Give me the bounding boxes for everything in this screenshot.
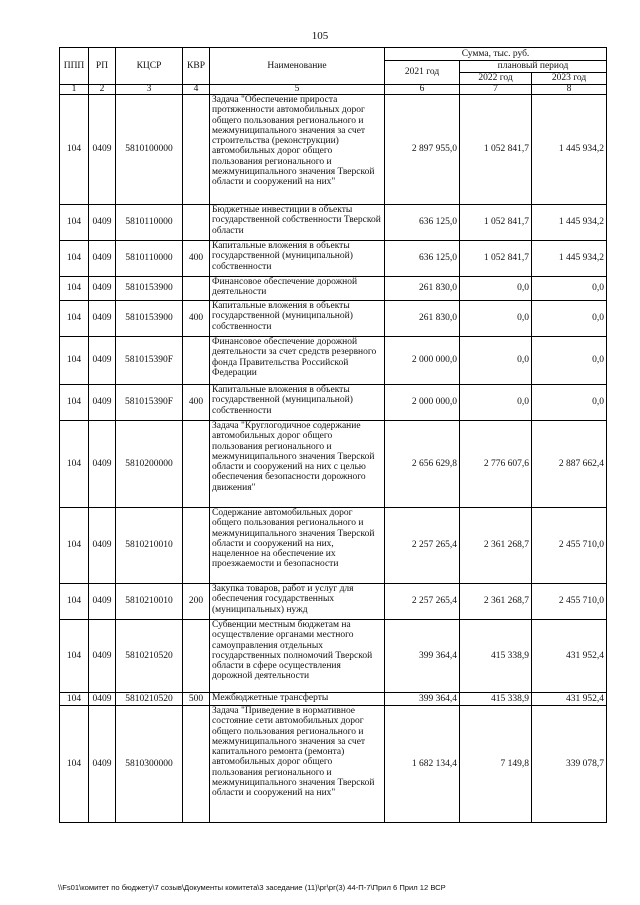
cell-kvr bbox=[183, 706, 210, 823]
cell-kcsr: 5810153900 bbox=[116, 277, 183, 301]
table-row bbox=[60, 508, 607, 584]
file-path-footer: \\Fs01\комитет по бюджету\7 созыв\Документы комитета\3 заседание (11)\рг\рг(3) 44-П-7\Прил 6 Прил 12 ВСР bbox=[58, 883, 446, 892]
cell-kvr bbox=[183, 337, 210, 385]
cell-sum-2022: 0,0 bbox=[460, 301, 532, 337]
cell-sum-2021: 636 125,0 bbox=[385, 205, 460, 241]
cell-ppp: 104 bbox=[60, 584, 89, 620]
column-number-cell: 5 bbox=[210, 85, 385, 95]
cell-rp: 0409 bbox=[89, 301, 116, 337]
table-row bbox=[60, 277, 607, 301]
cell-name: Закупка товаров, работ и услуг для обеспечения государственных (муниципальных) нужд bbox=[210, 584, 385, 620]
cell-sum-2023: 1 445 934,2 bbox=[532, 241, 607, 277]
cell-sum-2021: 2 000 000,0 bbox=[385, 337, 460, 385]
cell-ppp: 104 bbox=[60, 508, 89, 584]
cell-kcsr: 5810110000 bbox=[116, 205, 183, 241]
table-row bbox=[60, 301, 607, 337]
cell-ppp: 104 bbox=[60, 205, 89, 241]
cell-sum-2022: 7 149,8 bbox=[460, 706, 532, 823]
header-kcsr: КЦСР bbox=[116, 48, 183, 85]
cell-name: Капитальные вложения в объекты государственной (муниципальной) собственности bbox=[210, 241, 385, 277]
cell-sum-2021: 2 000 000,0 bbox=[385, 385, 460, 421]
cell-kcsr: 5810210520 bbox=[116, 620, 183, 693]
header-year-2023: 2023 год bbox=[532, 73, 607, 85]
cell-sum-2021: 1 682 134,4 bbox=[385, 706, 460, 823]
cell-sum-2021: 261 830,0 bbox=[385, 277, 460, 301]
table-row bbox=[60, 337, 607, 385]
table-row bbox=[60, 620, 607, 693]
cell-name: Задача "Обеспечение прироста протяженности автомобильных дорог общего пользования регионального и межмуниципального значения за счет строительства (реконструкции) автомобильных дорог общего пользования регионального и межмуниципального значения Тверской области и сооружений на них" bbox=[210, 95, 385, 205]
cell-name: Бюджетные инвестиции в объекты государственной собственности Тверской области bbox=[210, 205, 385, 241]
cell-sum-2021: 399 364,4 bbox=[385, 693, 460, 706]
cell-ppp: 104 bbox=[60, 620, 89, 693]
table-row bbox=[60, 385, 607, 421]
cell-rp: 0409 bbox=[89, 277, 116, 301]
cell-sum-2021: 2 257 265,4 bbox=[385, 584, 460, 620]
cell-ppp: 104 bbox=[60, 706, 89, 823]
cell-sum-2022: 0,0 bbox=[460, 277, 532, 301]
cell-kvr bbox=[183, 508, 210, 584]
cell-ppp: 104 bbox=[60, 421, 89, 508]
cell-ppp: 104 bbox=[60, 301, 89, 337]
cell-kvr: 400 bbox=[183, 241, 210, 277]
header-name: Наименование bbox=[210, 48, 385, 85]
cell-sum-2023: 431 952,4 bbox=[532, 693, 607, 706]
cell-sum-2021: 636 125,0 bbox=[385, 241, 460, 277]
cell-sum-2023: 0,0 bbox=[532, 301, 607, 337]
cell-name: Финансовое обеспечение дорожной деятельности за счет средств резервного фонда Правительства Российской Федерации bbox=[210, 337, 385, 385]
table-row bbox=[60, 693, 607, 706]
cell-kcsr: 581015390F bbox=[116, 385, 183, 421]
header-year-2021: 2021 год bbox=[385, 61, 460, 85]
cell-kcsr: 5810200000 bbox=[116, 421, 183, 508]
cell-rp: 0409 bbox=[89, 421, 116, 508]
column-number-cell: 3 bbox=[116, 85, 183, 95]
cell-rp: 0409 bbox=[89, 241, 116, 277]
table-body bbox=[60, 95, 607, 823]
cell-name: Субвенции местным бюджетам на осуществление органами местного самоуправления отдельных государственных полномочий Тверской области в сфере осуществления дорожной деятельности bbox=[210, 620, 385, 693]
cell-sum-2023: 2 455 710,0 bbox=[532, 508, 607, 584]
cell-ppp: 104 bbox=[60, 385, 89, 421]
cell-rp: 0409 bbox=[89, 337, 116, 385]
cell-kcsr: 5810153900 bbox=[116, 301, 183, 337]
cell-name: Капитальные вложения в объекты государственной (муниципальной) собственности bbox=[210, 301, 385, 337]
column-number-cell: 8 bbox=[532, 85, 607, 95]
cell-sum-2022: 0,0 bbox=[460, 385, 532, 421]
cell-sum-2023: 339 078,7 bbox=[532, 706, 607, 823]
cell-sum-2021: 2 897 955,0 bbox=[385, 95, 460, 205]
table-row bbox=[60, 584, 607, 620]
cell-kvr bbox=[183, 620, 210, 693]
cell-name: Межбюджетные трансферты bbox=[210, 693, 385, 706]
cell-kcsr: 5810210010 bbox=[116, 508, 183, 584]
cell-name: Содержание автомобильных дорог общего пользования регионального и межмуниципального значения Тверской области и сооружений на них, нацеленное на обеспечение их проезжаемости и безопасности bbox=[210, 508, 385, 584]
cell-sum-2023: 1 445 934,2 bbox=[532, 95, 607, 205]
cell-name: Капитальные вложения в объекты государственной (муниципальной) собственности bbox=[210, 385, 385, 421]
cell-sum-2023: 1 445 934,2 bbox=[532, 205, 607, 241]
cell-sum-2023: 2 887 662,4 bbox=[532, 421, 607, 508]
column-number-row bbox=[60, 85, 607, 95]
cell-rp: 0409 bbox=[89, 205, 116, 241]
cell-rp: 0409 bbox=[89, 385, 116, 421]
cell-sum-2022: 1 052 841,7 bbox=[460, 95, 532, 205]
cell-sum-2022: 0,0 bbox=[460, 337, 532, 385]
cell-kvr bbox=[183, 205, 210, 241]
cell-kvr: 400 bbox=[183, 385, 210, 421]
cell-ppp: 104 bbox=[60, 337, 89, 385]
cell-sum-2021: 261 830,0 bbox=[385, 301, 460, 337]
column-number-cell: 6 bbox=[385, 85, 460, 95]
cell-sum-2021: 2 656 629,8 bbox=[385, 421, 460, 508]
cell-ppp: 104 bbox=[60, 277, 89, 301]
header-year-2022: 2022 год bbox=[460, 73, 532, 85]
cell-sum-2021: 2 257 265,4 bbox=[385, 508, 460, 584]
cell-kvr bbox=[183, 95, 210, 205]
cell-rp: 0409 bbox=[89, 584, 116, 620]
cell-sum-2022: 2 361 268,7 bbox=[460, 508, 532, 584]
column-number-cell: 4 bbox=[183, 85, 210, 95]
cell-kcsr: 5810300000 bbox=[116, 706, 183, 823]
cell-sum-2023: 2 455 710,0 bbox=[532, 584, 607, 620]
cell-kcsr: 5810100000 bbox=[116, 95, 183, 205]
cell-kvr: 500 bbox=[183, 693, 210, 706]
table-row bbox=[60, 95, 607, 205]
budget-table bbox=[59, 47, 607, 823]
cell-sum-2022: 2 361 268,7 bbox=[460, 584, 532, 620]
cell-ppp: 104 bbox=[60, 693, 89, 706]
cell-kcsr: 5810110000 bbox=[116, 241, 183, 277]
cell-rp: 0409 bbox=[89, 693, 116, 706]
cell-rp: 0409 bbox=[89, 620, 116, 693]
cell-name: Задача "Круглогодичное содержание автомобильных дорог общего пользования регионального и межмуниципального значения Тверской области и сооружений на них с целью обеспечения безопасности дорожного движения" bbox=[210, 421, 385, 508]
cell-sum-2022: 1 052 841,7 bbox=[460, 241, 532, 277]
header-sum: Сумма, тыс. руб. bbox=[385, 48, 607, 61]
cell-ppp: 104 bbox=[60, 95, 89, 205]
cell-sum-2023: 0,0 bbox=[532, 385, 607, 421]
cell-kvr bbox=[183, 277, 210, 301]
table-row bbox=[60, 421, 607, 508]
table-row bbox=[60, 241, 607, 277]
header-ppp: ППП bbox=[60, 48, 89, 85]
column-number-cell: 7 bbox=[460, 85, 532, 95]
column-number-cell: 1 bbox=[60, 85, 89, 95]
cell-kvr: 200 bbox=[183, 584, 210, 620]
cell-rp: 0409 bbox=[89, 95, 116, 205]
page-number: 105 bbox=[311, 30, 329, 42]
cell-sum-2022: 1 052 841,7 bbox=[460, 205, 532, 241]
cell-name: Задача "Приведение в нормативное состояние сети автомобильных дорог общего пользования регионального и межмуниципального значения за счет капитального ремонта (ремонта) автомобильных дорог общего пользования регионального и межмуниципального значения Тверской области и сооружений на них" bbox=[210, 706, 385, 823]
cell-sum-2021: 399 364,4 bbox=[385, 620, 460, 693]
cell-sum-2023: 0,0 bbox=[532, 337, 607, 385]
cell-rp: 0409 bbox=[89, 508, 116, 584]
table-row bbox=[60, 205, 607, 241]
table-row bbox=[60, 706, 607, 823]
header-planned-period: плановый период bbox=[460, 61, 607, 73]
header-rp: РП bbox=[89, 48, 116, 85]
column-number-cell: 2 bbox=[89, 85, 116, 95]
cell-name: Финансовое обеспечение дорожной деятельности bbox=[210, 277, 385, 301]
cell-ppp: 104 bbox=[60, 241, 89, 277]
cell-kcsr: 5810210010 bbox=[116, 584, 183, 620]
header-kvr: КВР bbox=[183, 48, 210, 85]
cell-kvr bbox=[183, 421, 210, 508]
cell-sum-2022: 2 776 607,6 bbox=[460, 421, 532, 508]
cell-kvr: 400 bbox=[183, 301, 210, 337]
cell-rp: 0409 bbox=[89, 706, 116, 823]
cell-sum-2022: 415 338,9 bbox=[460, 620, 532, 693]
cell-sum-2022: 415 338,9 bbox=[460, 693, 532, 706]
cell-kcsr: 5810210520 bbox=[116, 693, 183, 706]
cell-sum-2023: 0,0 bbox=[532, 277, 607, 301]
cell-kcsr: 581015390F bbox=[116, 337, 183, 385]
cell-sum-2023: 431 952,4 bbox=[532, 620, 607, 693]
